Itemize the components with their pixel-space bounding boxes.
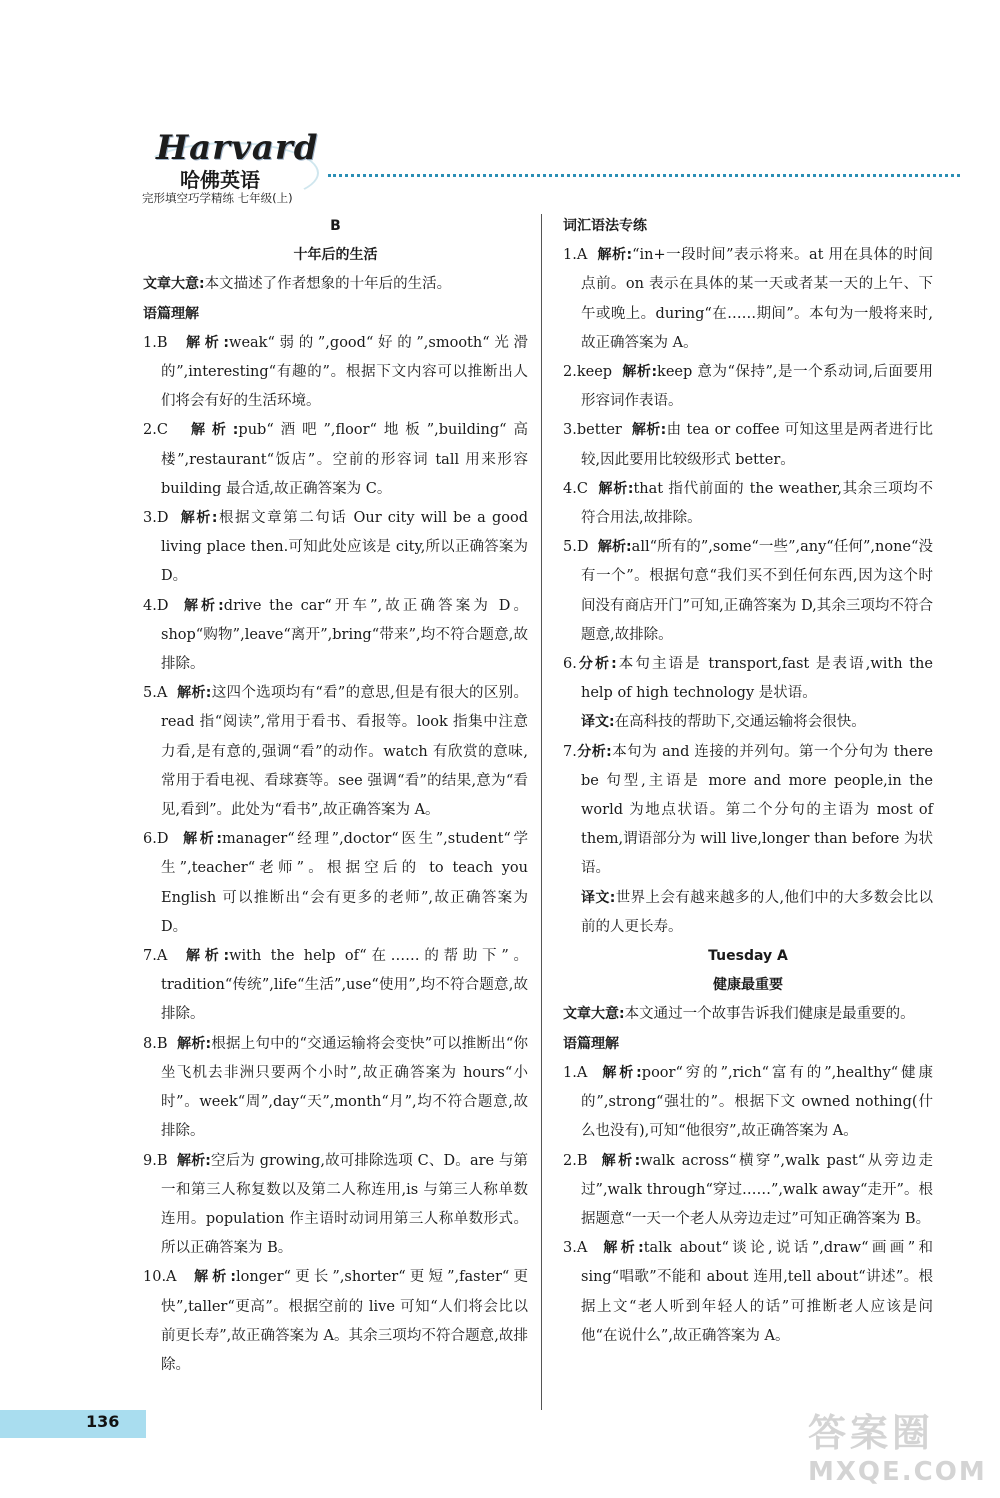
answer-item: 7.A 解析:with the help of“在……的帮助下”。tradition“传统”,life“生活”,use“使用”,均不符合题意,故排除。 — [143, 948, 529, 1023]
article-summary — [143, 270, 528, 299]
reading-heading: 语篇理解 — [143, 305, 199, 322]
header-dotted-rule — [328, 174, 960, 177]
watermark-logo: 答案圈 — [808, 1411, 935, 1455]
left-column — [143, 212, 528, 1380]
right-column — [563, 212, 933, 1351]
answer-item: 10.A 解析:longer“更长”,shorter“更短”,faster“更快”,taller“更高”。根据空前的 live 可知“人们将会比以前更长寿”,故正确答案为 A。其余三项均不符合题意,故排除。 — [143, 1269, 529, 1373]
answer-item: 3.D 解析:根据文章第二句话 Our city will be a good living place then.可知此处应该是 city,所以正确答案为 D。 — [143, 510, 529, 585]
summary-text: 本文描述了作者想象的十年后的生活。 — [204, 276, 452, 293]
brand-name: 哈佛英语 — [180, 168, 260, 192]
reading-heading-2: 语篇理解 — [563, 1035, 619, 1052]
column-divider — [541, 214, 542, 1410]
vocab-heading: 词汇语法专练 — [563, 218, 647, 234]
answer-item: 2.C 解析:pub“酒吧”,floor“地板”,building“高楼”,restaurant“饭店”。空前的形容词 tall 用来形容 building 最合适,故正确答案为 C。 — [143, 422, 528, 497]
page-number-band — [0, 1410, 146, 1438]
answer-item: 8.B 解析:根据上句中的“交通运输将会变快”可以推断出“你坐飞机去非洲只要两个小时”,故正确答案为 hours“小时”。week“周”,day“天”,month“月”,均不符合题意,故排除。 — [143, 1035, 528, 1140]
page-number: 136 — [86, 1412, 120, 1431]
answer-item: 2.keep 解析:keep 意为“保持”,是一个系动词,后面要用形容词作表语。 — [563, 364, 933, 410]
answer-item: 3.better 解析:由 tea or coffee 可知这里是两者进行比较,因此要用比较级形式 better。 — [563, 422, 933, 468]
section-heading-2: Tuesday A — [708, 948, 788, 965]
site-watermark — [808, 1410, 988, 1494]
answer-item: 4.D 解析:drive the car“开车”,故正确答案为 D。shop“购物”,leave“离开”,bring“带来”,均不符合题意,故排除。 — [143, 597, 528, 673]
summary-label: 文章大意: — [143, 276, 205, 293]
harvard-logo: Harvard — [156, 128, 319, 168]
book-subtitle: 完形填空巧学精练 七年级(上) — [142, 191, 293, 205]
answer-item: 1.B 解析:weak“弱的”,good“好的”,smooth“光滑的”,interesting“有趣的”。根据下文内容可以推断出人们将会有好的生活环境。 — [143, 334, 528, 410]
translation: 译文:世界上会有越来越多的人,他们中的大多数会比以前的人更长寿。 — [581, 889, 933, 935]
answer-item: 5.A 解析:这四个选项均有“看”的意思,但是有很大的区别。read 指“阅读”,常用于看书、看报等。look 指集中注意力看,是有意的,强调“看”的动作。watch 有欣赏的意味,常用于看电视、看球赛等。see 强调“看”的结果,意为“看见,看到”。此处为“看书”,故正确答案为 A。 — [143, 685, 528, 819]
watermark-url: MXQE.COM — [808, 1457, 987, 1487]
answer-item: 2.B 解析:walk across“横穿”,walk past“从旁边走过”,walk through“穿过……”,walk away“走开”。根据题意“一天一个老人从旁边走过”可知正确答案为 B。 — [563, 1152, 933, 1227]
article-title: 十年后的生活 — [293, 247, 378, 264]
page-header — [140, 128, 960, 208]
translation: 译文:在高科技的帮助下,交通运输将会很快。 — [581, 714, 866, 731]
article-summary-2: 文章大意:本文通过一个故事告诉我们健康是最重要的。 — [563, 1006, 915, 1023]
answer-item: 1.A 解析:poor“穷的”,rich“富有的”,healthy“健康的”,strong“强壮的”。根据下文 owned nothing(什么也没有),可知“他很穷”,故正确答案为 A。 — [563, 1064, 934, 1140]
answer-item: 6.分析:本句主语是 transport,fast 是表语,with the help of high technology 是状语。 — [563, 656, 933, 702]
article-title-2: 健康最重要 — [713, 977, 783, 994]
answer-item: 3.A 解析:talk about“谈论,说话”,draw“画画”和 sing“唱歌”不能和 about 连用,tell about“讲述”。根据上文“老人听到年轻人的话”可推断老人应该是问他“在说什么”,故正确答案为 A。 — [563, 1240, 934, 1344]
answer-item: 1.A 解析:“in+一段时间”表示将来。at 用在具体的时间点前。on 表示在具体的某一天或者某一天的上午、下午或晚上。during“在……期间”。本句为一般将来时,故正确答案为 A。 — [563, 247, 933, 351]
answer-item: 7.分析:本句为 and 连接的并列句。第一个分句为 there be 句型,主语是 more and more people,in the world 为地点状语。第二个分句的主语为 most of them,谓语部分为 will live,longer than before 为状语。 — [563, 743, 933, 877]
answer-item: 6.D 解析:manager“经理”,doctor“医生”,student“学生”,teacher“老师”。根据空后的 to teach you English 可以推断出“会有更多的老师”,故正确答案为 D。 — [143, 831, 529, 935]
answer-item: 5.D 解析:all“所有的”,some“一些”,any“任何”,none“没有一个”。根据句意“我们买不到任何东西,因为这个时间没有商店开门”可知,正确答案为 D,其余三项均不符合题意,故排除。 — [563, 539, 933, 643]
answer-item: 9.B 解析:空后为 growing,故可排除选项 C、D。are 与第一和第三人称复数以及第二人称连用,is 与第三人称单数连用。population 作主语时动词用第三人称单数形式。所以正确答案为 B。 — [143, 1152, 528, 1257]
answer-item: 4.C 解析:that 指代前面的 the weather,其余三项均不符合用法,故排除。 — [563, 480, 933, 527]
section-letter: B — [330, 218, 341, 234]
